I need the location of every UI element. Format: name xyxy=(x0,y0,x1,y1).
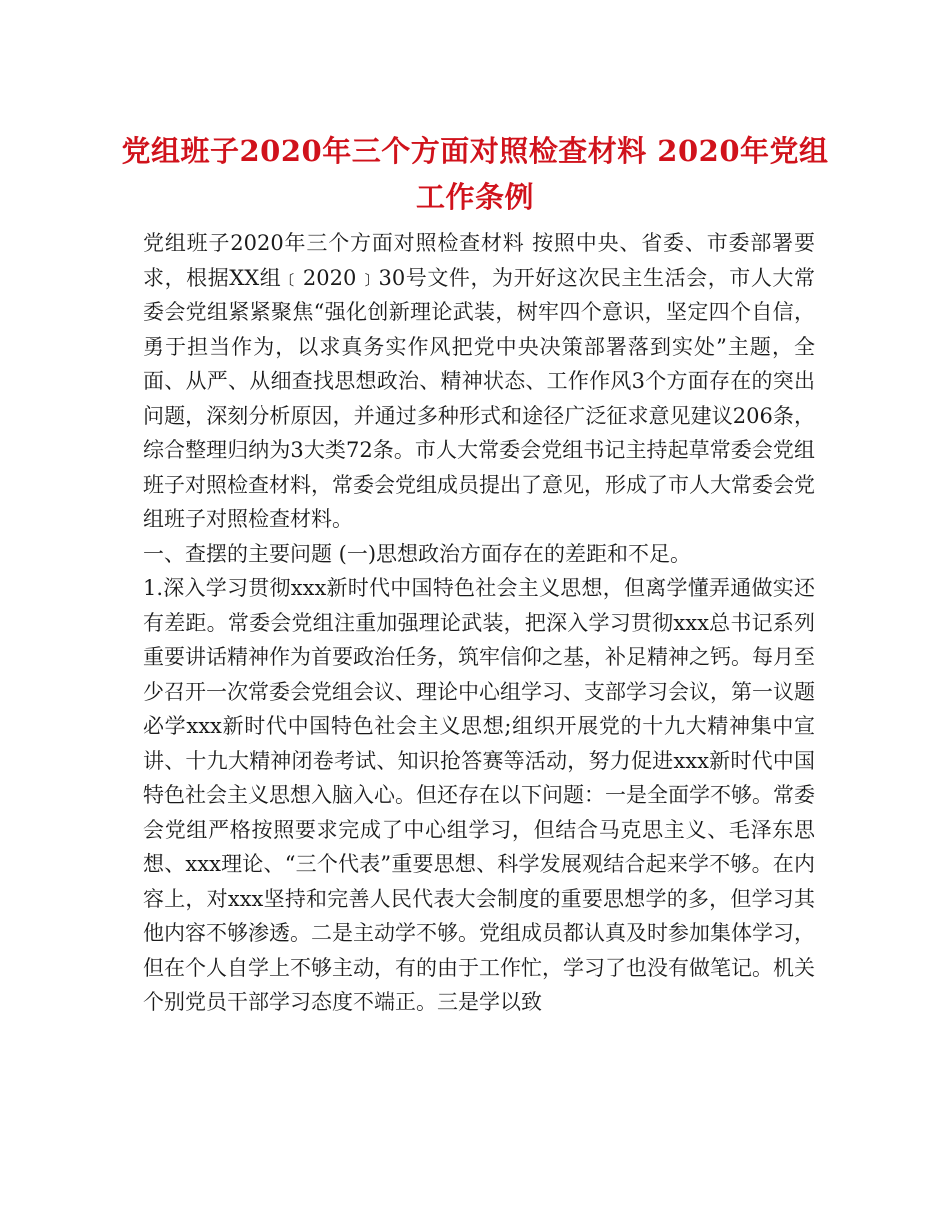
paragraph-section-heading: 一、查摆的主要问题 (一)思想政治方面存在的差距和不足。 xyxy=(143,541,692,566)
document-body xyxy=(143,226,815,1020)
paragraph-intro: 党组班子2020年三个方面对照检查材料 按照中央、省委、市委部署要求，根据XX组﹝2020﹞30号文件，为开好这次民主生活会，市人大常委会党组紧紧聚焦“强化创新理论武装，树牢四个意识，坚定四个自信，勇于担当作为，以求真务实作风把党中央决策部署落到实处”主题，全面、从严、从细查找思想政治、精神状态、工作作风3个方面存在的突出问题，深刻分析原因，并通过多种形式和途径广泛征求意见建议206条，综合整理归纳为3大类72条。市人大常委会党组书记主持起草常委会党组班子对照检查材料，常委会党组成员提出了意见，形成了市人大常委会党组班子对照检查材料。 xyxy=(143,231,815,531)
document-title: 党组班子2020年三个方面对照检查材料 2020年党组工作条例 xyxy=(121,134,829,214)
paragraph-item-1: 1.深入学习贯彻xxx新时代中国特色社会主义思想，但离学懂弄通做实还有差距。常委会党组注重加强理论武装，把深入学习贯彻xxx总书记系列重要讲话精神作为首要政治任务，筑牢信仰之基，补足精神之钙。每月至少召开一次常委会党组会议、理论中心组学习、支部学习会议，第一议题必学xxx新时代中国特色社会主义思想;组织开展党的十九大精神集中宣讲、十九大精神闭卷考试、知识抢答赛等活动，努力促进xxx新时代中国特色社会主义思想入脑入心。但还存在以下问题：一是全面学不够。常委会党组严格按照要求完成了中心组学习，但结合马克思主义、毛泽东思想、xxx理论、“三个代表”重要思想、科学发展观结合起来学不够。在内容上，对xxx坚持和完善人民代表大会制度的重要思想学的多，但学习其他内容不够渗透。二是主动学不够。党组成员都认真及时参加集体学习，但在个人自学上不够主动，有的由于工作忙，学习了也没有做笔记。机关个别党员干部学习态度不端正。三是学以致 xyxy=(143,576,815,1014)
